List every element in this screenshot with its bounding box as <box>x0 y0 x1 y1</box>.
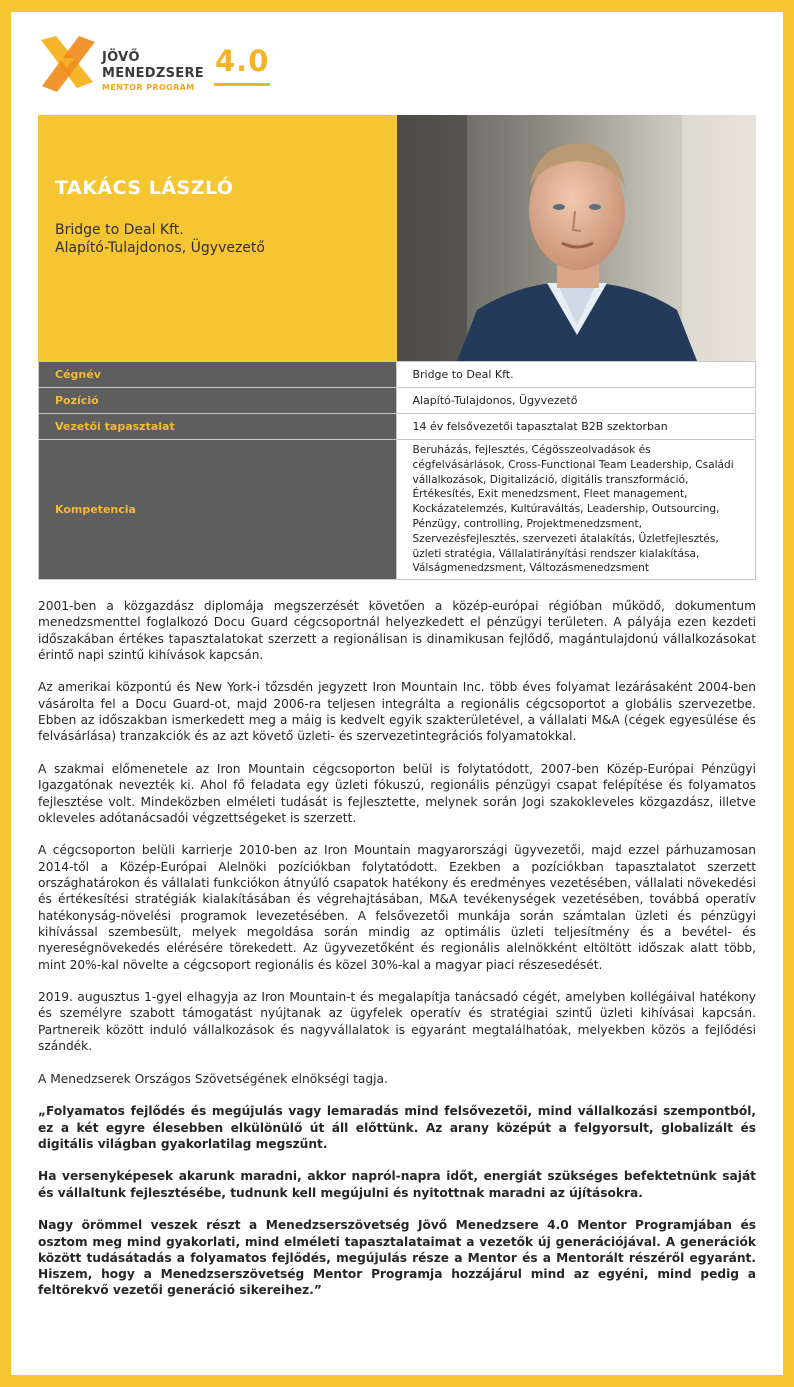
value-competence: Beruházás, fejlesztés, Cégösszeolvadások és cégfelvásárlások, Cross-Functional Team Leadership, Családi vállalkozások, Digitalizáció, digitális transzformáció, Értékesítés, Exit menedzsment, Fleet management, Kockázatelemzés, Kultúraváltás, Leadership, Outsourcing, Pénzügy, controlling, Projektmenedzsment, Szervezésfejlesztés, szervezeti átalakítás, Üzletfejlesztés, üzleti stratégia, Vállalatirányítási rendszer kialakítása, Válságmenedzsment, Változásmenedzsment <box>397 440 756 580</box>
label-position: Pozíció <box>39 388 397 414</box>
profile-hero <box>38 115 756 361</box>
bio-paragraph: A szakmai előmenetele az Iron Mountain cégcsoporton belül is folytatódott, 2007-ben Közép-Európai Pénzügyi Igazgatónak nevezték ki. Ahol fő feladata egy üzleti fókuszú, regionális pénzügyi csapat felépítése és folyamatos fejlesztése volt. Mindeközben elméleti tudását is fejlesztette, melynek során Jogi szakokleveles közgazdász, illetve okleveles adótanácsadói végzettségeket is szerzett. <box>38 761 756 825</box>
x-logo-icon <box>39 36 95 92</box>
value-experience: 14 év felsővezetői tapasztalat B2B szektorban <box>397 414 756 440</box>
bio-paragraph: A cégcsoporton belüli karrierje 2010-ben az Iron Mountain magyarországi ügyvezetői, majd ezzel párhuzamosan 2014-től a Közép-Európai Alelnöki pozíciókban folytatódott. Ezekben a pozíciókban tapasztalatot szerzett országhatárokon és vállalati funkciókon átnyúló csapatok hatékony és eredményes vezetésében, vállalati növekedési és értékesítési stratégiák kialakításában és végrehajtásában, M&A tevékenységek vezetésében, továbbá operatív hatékonyság-növelési programok levezetésében. A felsővezetői munkája során számtalan üzleti és pénzügyi kihívással szembesült, melyek megoldása során mindig az optimális üzleti teljesítmény és a bevétel- és nyereségnövekedés elérésére törekedett. Az ügyvezetőként és regionális alelnökként eltöltött időszak alatt több, mint 20%-kal növelte a cégcsoport regionális és közel 30%-kal a magyar piaci részesedését. <box>38 843 756 972</box>
table-row <box>39 388 756 414</box>
bio-paragraph: A Menedzserek Országos Szövetségének elnökségi tagja. <box>38 1071 388 1086</box>
label-competence: Kompetencia <box>39 440 397 580</box>
logo-line-2: MENEDZSERE <box>102 66 204 81</box>
value-position: Alapító-Tulajdonos, Ügyvezető <box>397 388 756 414</box>
logo-version: 4.0 <box>215 44 270 78</box>
table-row <box>39 440 756 580</box>
bio-paragraph: 2001-ben a közgazdász diplomája megszerzését követően a közép-európai régióban működő, dokumentum menedzsmenttel foglalkozó Docu Guard cégcsoportnál helyezkedett el pénzügyi területen. A pályája ezen kezdeti időszakában értékes tapasztalatokat szerzett a regionálisan is dinamikusan fejlődő, magántulajdonú vállalkozásokat érintő napi szintű kihívások kapcsán. <box>38 599 756 662</box>
logo-subtitle: MENTOR PROGRAM <box>102 83 195 92</box>
label-company: Cégnév <box>39 362 397 388</box>
hero-info-panel <box>38 115 397 361</box>
value-company: Bridge to Deal Kft. <box>397 362 756 388</box>
person-company: Bridge to Deal Kft. <box>55 222 184 238</box>
bio-paragraph: Az amerikai központú és New York-i tőzsdén jegyzett Iron Mountain Inc. több éves folyamat lezárásaként 2004-ben vásárolta fel a Docu Guard-ot, majd 2006-ra teljesen integrálta a regionális cégcsoportot a globális szervezetbe. Ebben az időszakban ismerkedett meg a máig is kedvelt egyik szakterületével, a vállalati M&A (cégek egyesülése és felvásárlása) tranzakciók és az azt követő üzleti- és szervezetintegrációs folyamatokkal. <box>38 680 756 744</box>
logo-line-1: JÖVŐ <box>102 50 140 65</box>
label-experience: Vezetői tapasztalat <box>39 414 397 440</box>
table-row <box>39 414 756 440</box>
bio-paragraph: 2019. augusztus 1-gyel elhagyja az Iron Mountain-t és megalapítja tanácsadó cégét, amelyben kollégáival hatékony és személyre szabott támogatást nyújtanak az ügyfelek operatív és stratégiai szintű üzleti kihívásai kapcsán. Partnereik között induló vállalkozások és nagyvállalatok is egyaránt megtalálhatóak, melyekben közös a fejlődési szándék. <box>38 990 756 1054</box>
person-name: TAKÁCS LÁSZLÓ <box>55 177 234 199</box>
portrait-photo <box>397 115 756 361</box>
biography <box>38 598 756 1315</box>
quote-paragraph: Ha versenyképesek akarunk maradni, akkor napról-napra időt, energiát szükséges befektetnünk saját és vállaltunk fejlesztésébe, tudnunk kell megújulni és nyitottnak maradni az újításokra. <box>38 1169 756 1200</box>
info-table <box>38 361 756 580</box>
program-logo <box>39 36 289 98</box>
person-role: Alapító-Tulajdonos, Ügyvezető <box>55 240 265 256</box>
logo-version-underline <box>214 83 270 86</box>
quote-paragraph: „Folyamatos fejlődés és megújulás vagy lemaradás mind felsővezetői, mind vállalkozási szempontból, ez a két egyre élesebben elkülönülő út áll előttünk. Az arany középút a felgyorsult, globalizált és digitális világban gyakorlatilag megszűnt. <box>38 1104 756 1151</box>
table-row <box>39 362 756 388</box>
quote-paragraph: Nagy örömmel veszek részt a Menedzserszövetség Jövő Menedzsere 4.0 Mentor Programjában és osztom meg mind gyakorlati, mind elméleti tapasztalataimat a vezetők új generációjával. A generációk között tudásátadás a folyamatos fejlődés, megújulás része a Mentor és a Mentorált részéről egyaránt. Hiszem, hogy a Menedzserszövetség Mentor Programja hozzájárul mind az egyéni, mind pedig a feltörekvő vezetői generáció sikereihez.” <box>38 1218 756 1298</box>
portrait-image <box>397 115 756 361</box>
